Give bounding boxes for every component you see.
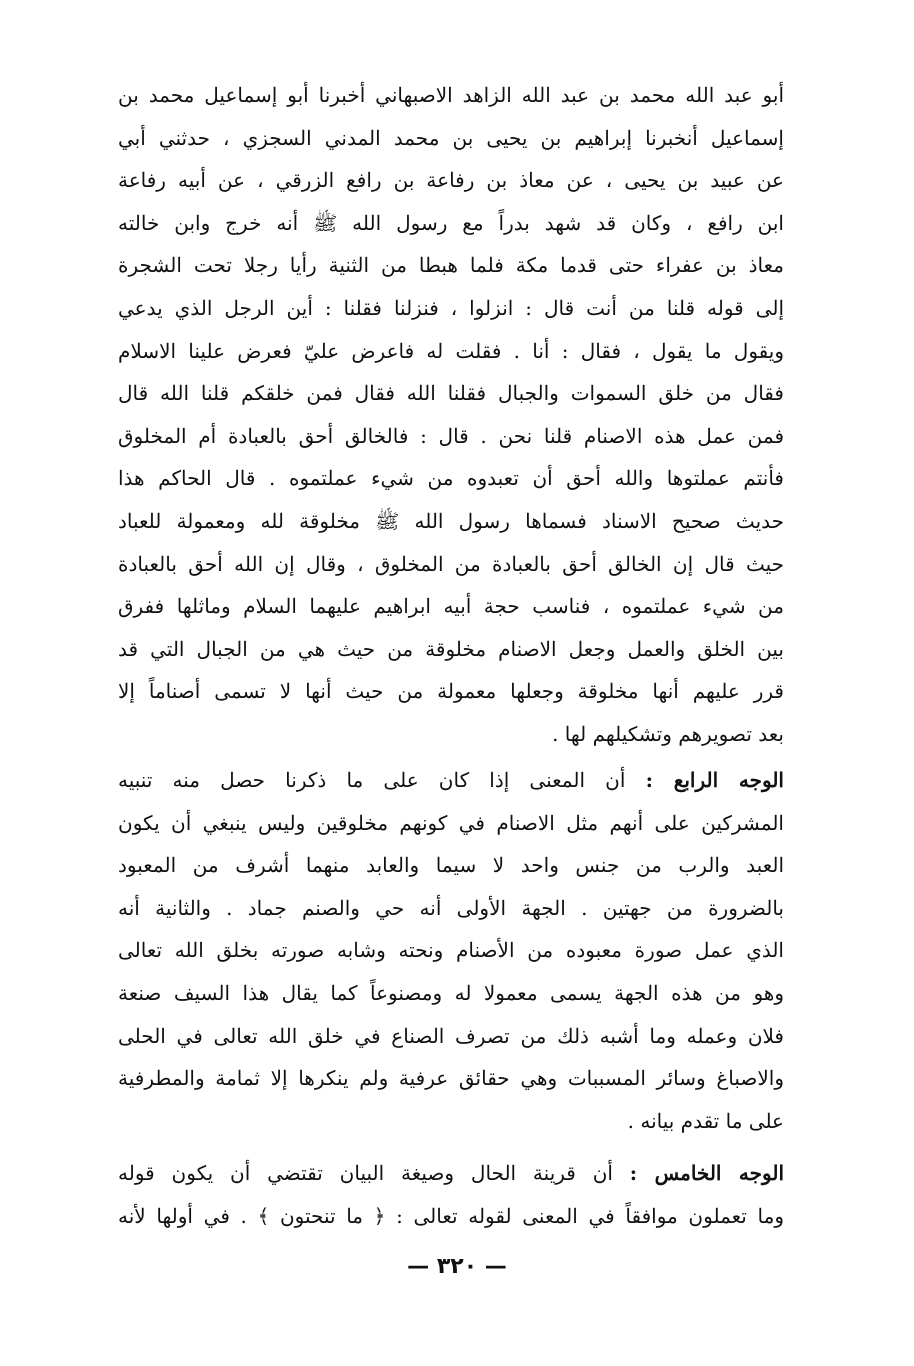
text-line: معاذ بن عفراء حتى قدما مكة فلما هبطا من الثنية رأيا رجلا تحت الشجرة bbox=[118, 253, 784, 278]
text-line: عن عبيد بن يحيى ، عن معاذ بن رفاعة بن رافع الزرقي ، عن أبيه رفاعة bbox=[118, 168, 784, 193]
text-line: فأنتم عملتوها والله أحق أن تعبدوه من شيء عملتموه . قال الحاكم هذا bbox=[118, 466, 784, 491]
paragraph-hadith bbox=[118, 74, 784, 756]
text-line: الذي عمل صورة معبوده من الأصنام ونحته وشابه صورته بخلق الله تعالى bbox=[118, 938, 784, 963]
text-line: بالضرورة من جهتين . الجهة الأولى أنه حي والصنم جماد . والثانية أنه bbox=[118, 895, 784, 920]
text-line: والاصباغ وسائر المسببات وهي حقائق عرفية ولم ينكرها إلا ثمامة والمطرفية bbox=[118, 1066, 784, 1091]
text-line bbox=[118, 759, 784, 802]
paragraph-heading: الوجه الخامس : bbox=[629, 1161, 784, 1185]
text-line-content: أن قرينة الحال وصيغة البيان تقتضي أن يكون قوله bbox=[118, 1161, 613, 1185]
text-line: أبو عبد الله محمد بن عبد الله الزاهد الاصبهاني أخبرنا أبو إسماعيل محمد بن bbox=[118, 83, 784, 107]
text-line: بين الخلق والعمل وجعل الاصنام مخلوقة من حيث هي من الجبال التي قد bbox=[118, 636, 784, 661]
text-line-content: أن المعنى إذا كان على ما ذكرنا حصل منه تنبيه bbox=[118, 768, 626, 792]
text-line: على ما تقدم بيانه . bbox=[627, 1108, 784, 1133]
text-line: فمن عمل هذه الاصنام قلنا نحن . قال : فالخالق أحق بالعبادة أم المخلوق bbox=[118, 423, 784, 448]
text-line: فقال من خلق السموات والجبال فقلنا الله فقال فمن خلقكم قلنا الله قال bbox=[118, 381, 784, 406]
text-line: إلى قوله قلنا من أنت قال : انزلوا ، فنزلنا فقلنا : أين الرجل الذي يدعي bbox=[118, 295, 784, 320]
text-line: وما تعملون موافقاً في المعنى لقوله تعالى : ﴿ ما تنحتون ﴾ . في أولها لأنه bbox=[118, 1203, 784, 1228]
text-line: إسماعيل أنخبرنا إبراهيم بن يحيى بن محمد المدني السجزي ، حدثني أبي bbox=[118, 125, 784, 150]
text-line: ابن رافع ، وكان قد شهد بدراً مع رسول الله ﷺ أنه خرج وابن خالته bbox=[118, 210, 784, 235]
text-line: من شيء عملتموه ، فناسب حجة أبيه ابراهيم عليهما السلام وماثلها ففرق bbox=[118, 594, 784, 619]
text-line: ويقول ما يقول ، فقال : أنا . فقلت له فاعرض عليّ فعرض علينا الاسلام bbox=[118, 338, 784, 363]
paragraph-heading: الوجه الرابع : bbox=[645, 768, 784, 792]
page-number: — ٣٢٠ — bbox=[407, 1254, 507, 1279]
paragraph-fourth-aspect bbox=[118, 759, 784, 1142]
text-line: فلان وعمله وما أشبه ذلك من تصرف الصناع في خلق الله تعالى في الحلى bbox=[118, 1023, 784, 1048]
text-line bbox=[118, 1152, 784, 1195]
text-line: حديث صحيح الاسناد فسماها رسول الله ﷺ مخلوقة لله ومعمولة للعباد bbox=[118, 508, 784, 533]
paragraph-fifth-aspect bbox=[118, 1152, 784, 1237]
text-line: المشركين على أنهم مثل الاصنام في كونهم مخلوقين وليس ينبغي أن يكون bbox=[118, 810, 784, 835]
text-line: بعد تصويرهم وتشكيلهم لها . bbox=[552, 721, 784, 746]
text-line: حيث قال إن الخالق أحق بالعبادة من المخلوق ، وقال إن الله أحق بالعبادة bbox=[118, 551, 784, 576]
text-line: وهو من هذه الجهة يسمى معمولا له ومصنوعاً كما يقال هذا السيف صنعة bbox=[118, 980, 784, 1005]
text-line: العبد والرب من جنس واحد لا سيما والعابد منهما أشرف من المعبود bbox=[118, 853, 784, 878]
text-line: قرر عليهم أنها مخلوقة وجعلها معمولة من حيث أنها لا تسمى أصناماً إلا bbox=[118, 679, 784, 704]
